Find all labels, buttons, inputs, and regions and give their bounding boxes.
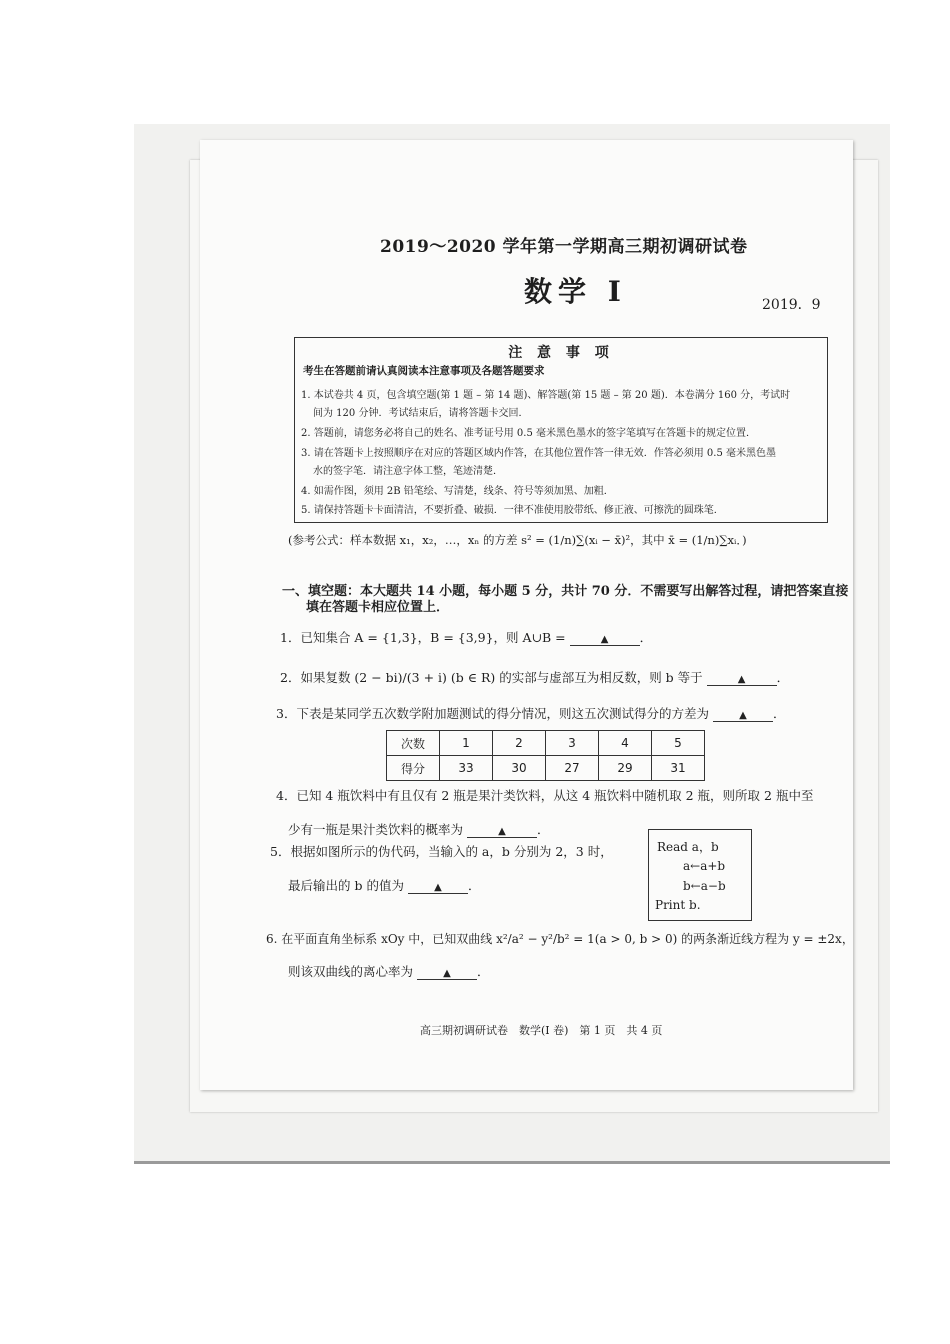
notice-item: 水的签字笔．请注意字体工整，笔迹清楚． bbox=[313, 466, 503, 477]
question-text: 3．下表是某同学五次数学附加题测试的得分情况，则这五次测试得分的方差为 bbox=[276, 706, 709, 721]
answer-blank: ▲ bbox=[570, 634, 640, 646]
question-4 bbox=[276, 786, 813, 804]
question-4-cont: 少有一瓶是果汁类饮料的概率为 ▲ ． bbox=[288, 822, 550, 837]
question-text: 则该双曲线的离心率为 bbox=[288, 964, 414, 979]
table-cell: 30 bbox=[493, 756, 546, 781]
notice-item: 5. 请保持答题卡卡面清洁，不要折叠、破损．一律不准使用胶带纸、修正液、可擦洗的圆珠笔． bbox=[301, 505, 724, 516]
question-2: 2．如果复数 (2 − bi)/(3 + i) (b ∈ R) 的实部与虚部互为相反数，则 b 等于 ▲ ． bbox=[280, 670, 790, 685]
score-table bbox=[386, 730, 705, 781]
question-text: 5．根据如图所示的伪代码，当输入的 a，b 分别为 2，3 时， bbox=[270, 844, 613, 859]
table-cell: 次数 bbox=[387, 731, 440, 756]
code-line: Read a，b bbox=[657, 840, 719, 854]
question-6 bbox=[266, 930, 854, 947]
notice-item: 间为 120 分钟．考试结束后，请将答题卡交回． bbox=[313, 408, 529, 419]
table-row bbox=[387, 756, 705, 781]
notice-item: 2. 答题前，请您务必将自己的姓名、准考证号用 0.5 毫米黑色墨水的签字笔填写在答题卡的规定位置． bbox=[301, 428, 756, 439]
notice-item: 4. 如需作图，须用 2B 铅笔绘、写清楚，线条、符号等须加黑、加粗． bbox=[301, 486, 614, 497]
question-3: 3．下表是某同学五次数学附加题测试的得分情况，则这五次测试得分的方差为 ▲ ． bbox=[276, 706, 786, 721]
table-cell: 1 bbox=[440, 731, 493, 756]
reference-formula: (参考公式：样本数据 x₁，x₂，…，xₙ 的方差 s² = (1/n)∑(xᵢ − x̄)²，其中 x̄ = (1/n)∑xᵢ．) bbox=[288, 533, 747, 547]
question-1: 1．已知集合 A = {1,3}，B = {3,9}，则 A∪B = ▲ ． bbox=[280, 630, 653, 645]
question-text: 2．如果复数 (2 − bi)/(3 + i) (b ∈ R) 的实部与虚部互为相反数，则 b 等于 bbox=[280, 670, 703, 685]
table-cell: 31 bbox=[652, 756, 705, 781]
notice-subtitle: 考生在答题前请认真阅读本注意事项及各题答题要求 bbox=[303, 365, 545, 377]
answer-blank: ▲ bbox=[408, 882, 468, 894]
table-cell: 33 bbox=[440, 756, 493, 781]
question-5-cont: 最后输出的 b 的值为 ▲ ． bbox=[288, 878, 481, 893]
table-cell: 得分 bbox=[387, 756, 440, 781]
answer-blank: ▲ bbox=[707, 674, 777, 686]
table-cell: 27 bbox=[546, 756, 599, 781]
question-text: 少有一瓶是果汁类饮料的概率为 bbox=[288, 822, 464, 837]
exam-date: 2019．9 bbox=[762, 297, 821, 313]
question-text: 1．已知集合 A = {1,3}，B = {3,9}，则 A∪B = bbox=[280, 630, 566, 645]
answer-blank: ▲ bbox=[467, 826, 537, 838]
code-line: Print b. bbox=[655, 898, 701, 912]
pseudocode-box bbox=[648, 829, 752, 921]
table-cell: 3 bbox=[546, 731, 599, 756]
page-footer: 高三期初调研试卷 数学(I 卷) 第 1 页 共 4 页 bbox=[420, 1024, 663, 1037]
section-heading-cont: 填在答题卡相应位置上． bbox=[306, 600, 450, 615]
exam-title: 2019～2020 学年第一学期高三期初调研试卷 bbox=[380, 237, 748, 257]
table-cell: 2 bbox=[493, 731, 546, 756]
table-cell: 29 bbox=[599, 756, 652, 781]
subject-title: 数学 I bbox=[524, 275, 627, 308]
answer-blank: ▲ bbox=[417, 968, 477, 980]
code-line: a←a+b bbox=[683, 859, 726, 873]
question-text: 最后输出的 b 的值为 bbox=[288, 878, 404, 893]
notice-box bbox=[294, 337, 828, 523]
notice-item: 3. 请在答题卡上按照顺序在对应的答题区域内作答，在其他位置作答一律无效．作答必须用 0.5 毫米黑色墨 bbox=[301, 448, 776, 459]
code-line: b←a−b bbox=[683, 879, 726, 893]
table-row bbox=[387, 731, 705, 756]
question-6-cont: 则该双曲线的离心率为 ▲ ． bbox=[288, 964, 490, 979]
question-5 bbox=[270, 842, 613, 860]
section-heading: 一、填空题：本大题共 14 小题，每小题 5 分，共计 70 分．不需要写出解答过程，请把答案直接 bbox=[282, 584, 849, 599]
question-text: 4．已知 4 瓶饮料中有且仅有 2 瓶是果汁类饮料，从这 4 瓶饮料中随机取 2 瓶，则所取 2 瓶中至 bbox=[276, 788, 814, 803]
answer-blank: ▲ bbox=[713, 710, 773, 722]
table-cell: 4 bbox=[599, 731, 652, 756]
notice-item: 1. 本试卷共 4 页，包含填空题(第 1 题 – 第 14 题)、解答题(第 15 题 – 第 20 题)．本卷满分 160 分，考试时 bbox=[301, 390, 791, 401]
table-cell: 5 bbox=[652, 731, 705, 756]
question-text: 6. 在平面直角坐标系 xOy 中，已知双曲线 x²/a² − y²/b² = 1(a > 0, b > 0) 的两条渐近线方程为 y = ±2x， bbox=[266, 932, 854, 946]
notice-title: 注 意 事 项 bbox=[508, 345, 614, 361]
